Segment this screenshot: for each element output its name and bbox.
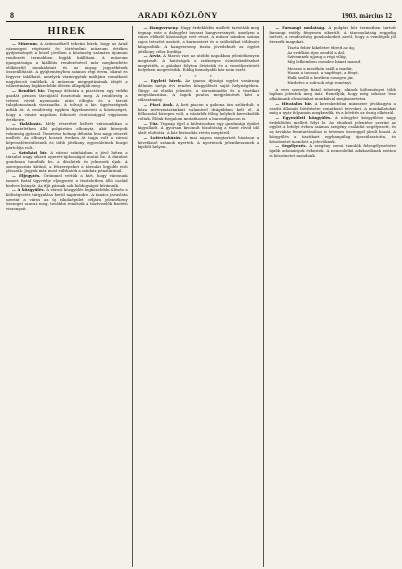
article-text: A szegény sorsú tanulók felsegélyezésére újabb adományok érkeztek. A nemeslelkű adakozóknak ezúton is köszönetet mondunk.	[269, 143, 396, 158]
article-headline: — Színházi hír.	[12, 149, 48, 155]
poem-stanza	[287, 46, 396, 65]
article-headline: — Piaci árak.	[143, 101, 174, 107]
page-header	[6, 6, 396, 22]
article-text: A kereskedelmi miniszter jóváhagyta a vasúti állomás bővítésére vonatkozó terveket. A munkálatokat még a nyár folyamán megkezdik, és a bővítés az őszig elkészül.	[269, 100, 396, 116]
article-paragraph	[6, 42, 128, 89]
article-headline: — Segélyezés.	[275, 143, 307, 149]
section-rule	[10, 39, 124, 40]
article-paragraph	[138, 103, 260, 122]
article-headline: — Hangverseny.	[143, 26, 179, 30]
poem-stanza	[287, 67, 396, 86]
article-paragraph	[6, 174, 128, 188]
article-text: A polgári kör termeiben tartott farsangi estély fényesen sikerült. A táncmulatság reggelig tartott, a rendezőség gondoskodott arról, hogy a vendégek jól érezzék magukat.	[269, 26, 396, 45]
article-text: A heti piacon a gabona ára szilárdult, a búza métermázsánkint valamivel drágábban kelt el. A felhozatal közepes volt, a vásárlók főleg helybeli kereskedők voltak. Élénk forgalom mutatkozott a baromfipiacon is.	[137, 101, 260, 121]
poem-line: Míg lelkemben csendes bánat marad.	[287, 59, 362, 65]
poem-line: Szívemnek ujjong a régi világ,	[287, 54, 347, 60]
article-columns	[6, 26, 396, 567]
article-text: A Maros vize az utóbbi napokban jelentékenyen megáradt. A hatóságok a szükséges óvintézkedéseket megtették, a gátakat folyton őriztetik és a veszélyeztetett helyeken megerősítik. Eddig komolyabb kár nem esett.	[137, 53, 260, 73]
article-text: Nagy érdeklődés mellett tartották meg tegnap este a dalegylet tavaszi hangversenyét, amelyen a város előkelő közönsége vett részt. A műsor minden száma zajos tetszést aratott, a karmestert és a szólistákat többször kitapsolták. A hangverseny tiszta jövedelmét az egylet jótékony célra fordítja.	[137, 26, 260, 54]
article-headline: — Rendőri hír.	[12, 88, 46, 94]
article-text: Mély részvétet keltett városunkban a köztiszteletben álló polgártárs elhunyta, akit kiterjedt rokonság gyászol. Temetése holnap délután lesz nagy részvét mellett. Az elhunyt hosszú éveken át tagja volt a városi képviselőtestületnek és több jótékony egyesületnek buzgó pártolója volt.	[6, 121, 128, 150]
article-paragraph	[138, 26, 260, 54]
article-paragraph	[138, 79, 260, 103]
newspaper-title: ARADI KÖZLÖNY	[137, 10, 218, 20]
poem-line: Az erdőkön újra zendül a dal,	[287, 49, 346, 55]
article-text: A vers szerzője fiatal tehetség, akinek költeményei több lapban jelentek meg már. Reméljük, hogy még sokszor lesz alkalmunk olvasóinkat munkáival megismertetni.	[269, 86, 396, 102]
poem-line: Hirdetve a sok-sok régi reményt.	[287, 79, 353, 85]
poem-line: Hozza a tavaszt, a napfényt, a fényt,	[287, 70, 359, 76]
poem	[269, 46, 396, 86]
issue-date: 1903. március 12	[341, 12, 392, 20]
article-headline: — Halálozás.	[12, 121, 42, 127]
article-text: A városi színházban a jövő héten a társulat nagy sikerű operett-újdonságot mutat be. A darabot gondosan tanulták be, a díszletek és jelmezek újak. A szereposztás kitűnő, a főszerepeket a társulat legjobb erői játsszák. Jegyek már most válthatók a színház pénztáránál.	[6, 149, 128, 174]
poem-line: Halk szellő a kertben susogva jár,	[287, 75, 354, 81]
article-headline: — Árvíz.	[143, 53, 162, 59]
article-text: A városi közgyűlés legközelebbi ülésén a költségvetés tárgyalása kerül napirendre. A tanács javaslata szerint a város az új iskolaépület céljára jelentékeny összeget szavaz meg, továbbá rendezik a tisztviselők fizetési viszonyait.	[6, 187, 128, 212]
article-text: Örömmel vettük a hírt, hogy városunk ismert fiatal ügyvédje eljegyezte a tiszteletben álló család kedves leányát. Az ifjú párnak sok boldogságot kívánunk.	[6, 173, 128, 188]
column-1	[6, 26, 133, 567]
article-headline: — Tűz.	[143, 120, 159, 126]
article-text: A számszékről tehetni hírek, hogy az Arad vármegyei régészeti és történelmi múzeum értékes gyűjteményét a közel jövőben a közönség számára újonnan rendezett termekben fogják kiállítani. A múzeum igazgatósága a kiállítás rendezésével már megkezdette előkészítő munkálatait és az anyag jegyzékének összeállítását. A gyűjteményben számos régi érem, okirat és fegyver található, amelyek vármegyénk múltjára vonatkozó nagybecsű emlékek. A múzeum megnyitásának idejét a választmány legközelebbi ülésén állapítják meg.	[6, 41, 128, 89]
article-paragraph	[6, 89, 128, 122]
article-headline: — Farsangi mulatság.	[275, 26, 326, 30]
article-text: A nőegylet közgyűlése nagy érdeklődés mellett folyt le. Az elnöknő jelentése szerint az egylet a lefolyt évben számos szegény családot segélyezett, és az árvaház fenntartásához is tetemes összeggel járult hozzá. A közgyűlés a tisztikart egyhangúlag újraválasztotta, és köszönetet mondott a jótevőknek.	[269, 114, 396, 144]
poem-line: Messze a mezőkön száll a madár,	[287, 65, 353, 71]
article-paragraph	[269, 116, 396, 144]
article-paragraph	[269, 102, 396, 116]
article-headline: — Egyleti hírek.	[143, 78, 183, 84]
article-headline: — Múzeum.	[12, 41, 39, 46]
article-paragraph	[269, 144, 396, 158]
article-paragraph	[6, 122, 128, 150]
poem-line: Tiszta fehér kikeletre ébred az ág,	[287, 44, 356, 50]
column-2	[138, 26, 265, 567]
article-paragraph	[138, 122, 260, 136]
article-headline: — Hivatalos hír.	[275, 100, 313, 106]
page-number: 8	[10, 11, 14, 20]
section-separator: * * *	[179, 73, 218, 79]
article-headline: — Eljegyzés.	[12, 173, 41, 179]
article-text: Tegnap éjjel a külvárosban egy gazdasági épület kigyulladt. A gyorsan kivonult tűzoltóság a tüzet rövid idő alatt eloltotta. A kár biztosítás révén megtérül.	[137, 120, 260, 136]
article-paragraph	[138, 54, 260, 73]
article-text: A mai napon megtartott húzáson a következő számok nyertek. A nyertesek jelentkezzenek a kijelölt helyen.	[137, 134, 260, 150]
article-text: Tegnap délután a piactéren egy vidéki gazdát pénzes tárcájától fosztottak meg. A rendőrség a tettest rövid nyomozás után elfogta és a tárcát tulajdonosának visszaadta. A tolvajt a kir. ügyészségnek adták át. A rendőrség egyben figyelmezteti a közönséget, hogy a vásári napokon fokozott óvatossággal vigyázzon értékeire.	[6, 88, 128, 122]
article-paragraph	[269, 88, 396, 102]
article-headline: — Egyesületi közgyűlés.	[275, 114, 332, 120]
column-3	[269, 26, 396, 567]
article-text: Az iparos ifjúsági egylet vasárnap délután tartja évi rendes közgyűlését saját helyiségében. Tárgy: az elnöki jelentés, a zárszámadás és a tisztikar megválasztása. A tagok pontos megjelenését kéri a választmány.	[137, 78, 260, 103]
article-headline: — A közgyűlés.	[12, 187, 45, 193]
article-paragraph	[6, 188, 128, 212]
article-paragraph	[269, 26, 396, 45]
section-title: HÍREK	[47, 26, 86, 37]
article-headline: — Lotteriahúzás.	[143, 134, 182, 140]
article-paragraph	[6, 151, 128, 175]
article-paragraph	[138, 136, 260, 150]
